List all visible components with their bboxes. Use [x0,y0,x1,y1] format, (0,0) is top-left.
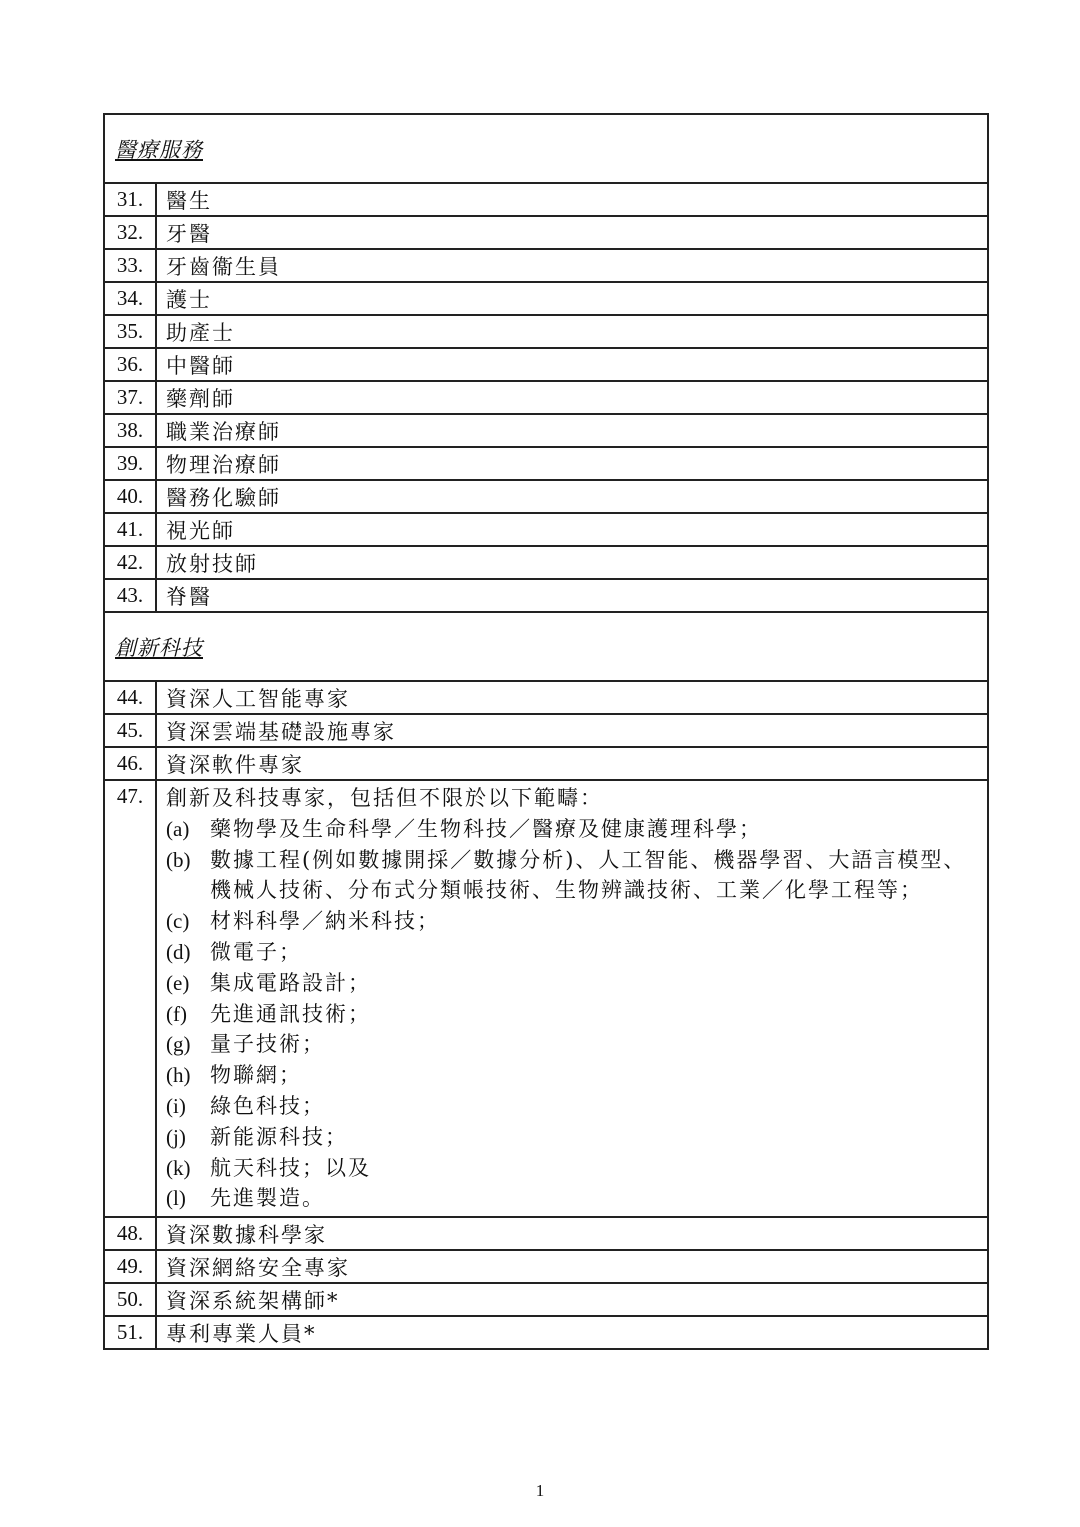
row-number: 37. [104,381,156,414]
row-number: 32. [104,216,156,249]
row-text: 專利專業人員* [156,1316,988,1349]
row-number: 34. [104,282,156,315]
section-title: 創新科技 [115,635,203,660]
sub-item-label: (b) [166,847,191,872]
row-number: 35. [104,315,156,348]
row-text: 牙醫 [156,216,988,249]
table-row [104,414,988,447]
table-row [104,381,988,414]
table-row [104,1250,988,1283]
row-number: 40. [104,480,156,513]
row-text: 護士 [156,282,988,315]
talent-list-table [103,113,989,1350]
row-text: 放射技師 [156,546,988,579]
row-text-block [156,780,988,1217]
row-text: 資深網絡安全專家 [156,1250,988,1283]
sub-item [166,1183,987,1214]
table-row [104,348,988,381]
row-number: 42. [104,546,156,579]
sub-item [166,1091,987,1122]
row-number: 33. [104,249,156,282]
row-text: 助產士 [156,315,988,348]
table-row [104,447,988,480]
row-text: 牙齒衞生員 [156,249,988,282]
sub-item-text: 量子技術； [210,1032,325,1057]
sub-item [166,1060,987,1091]
sub-item-text: 數據工程(例如數據開採／數據分析)、人工智能、機器學習、大語言模型、機械人技術、分布式分類帳技術、生物辨識技術、工業／化學工程等； [210,847,967,903]
sub-item [166,1122,987,1153]
table-row [104,1217,988,1250]
row-text: 藥劑師 [156,381,988,414]
sub-item-text: 綠色科技； [210,1093,325,1118]
table-row [104,249,988,282]
sub-item-label: (d) [166,939,191,964]
row-text: 職業治療師 [156,414,988,447]
sub-item-text: 材料科學／納米科技； [210,909,440,934]
sub-item-text: 集成電路設計； [210,970,371,995]
sub-item-label: (f) [166,1001,187,1026]
row-number: 43. [104,579,156,612]
sub-item-text: 微電子； [210,939,302,964]
row-number: 46. [104,747,156,780]
row-intro-text: 創新及科技專家，包括但不限於以下範疇： [166,786,603,810]
table-row [104,681,988,714]
sub-item [166,1029,987,1060]
row-text: 物理治療師 [156,447,988,480]
table-row [104,183,988,216]
row-number: 39. [104,447,156,480]
section-title: 醫療服務 [115,137,203,162]
sub-item-text: 航天科技；以及 [210,1155,371,1180]
sub-item-text: 物聯網； [210,1063,302,1088]
sub-item-text: 藥物學及生命科學／生物科技／醫療及健康護理科學； [210,816,762,841]
sub-item-label: (k) [166,1155,191,1180]
row-number: 51. [104,1316,156,1349]
sub-item-label: (l) [166,1186,186,1211]
section-header-innovation [104,612,988,681]
row-text: 脊醫 [156,579,988,612]
row-text: 中醫師 [156,348,988,381]
section-header-medical [104,114,988,183]
sub-item [166,937,987,968]
sub-item-text: 新能源科技； [210,1124,348,1149]
table-row [104,282,988,315]
sub-item [166,999,987,1030]
sub-item-label: (i) [166,1093,186,1118]
row-number: 47. [104,780,156,1217]
row-text: 視光師 [156,513,988,546]
sub-item [166,968,987,999]
sub-item [166,1153,987,1184]
row-number: 50. [104,1283,156,1316]
row-number: 49. [104,1250,156,1283]
sub-item-label: (a) [166,816,190,841]
table-row [104,513,988,546]
sub-item [166,814,987,845]
row-number: 31. [104,183,156,216]
row-text: 資深人工智能專家 [156,681,988,714]
row-text: 醫務化驗師 [156,480,988,513]
table-row [104,714,988,747]
table-row [104,480,988,513]
sub-item-label: (j) [166,1124,186,1149]
table-row [104,315,988,348]
row-text: 資深數據科學家 [156,1217,988,1250]
row-number: 41. [104,513,156,546]
row-number: 44. [104,681,156,714]
row-text: 醫生 [156,183,988,216]
sub-item [166,906,987,937]
sub-item [166,845,987,907]
table-row [104,747,988,780]
row-number: 45. [104,714,156,747]
sub-item-label: (e) [166,970,190,995]
sub-item-label: (h) [166,1063,191,1088]
table-row [104,1316,988,1349]
table-row [104,546,988,579]
row-number: 38. [104,414,156,447]
sub-item-text: 先進製造。 [210,1186,325,1211]
table-row [104,1283,988,1316]
row-text: 資深系統架構師* [156,1283,988,1316]
sub-item-text: 先進通訊技術； [210,1001,371,1026]
sub-item-label: (g) [166,1032,191,1057]
row-text: 資深軟件專家 [156,747,988,780]
table-row [104,579,988,612]
row-text: 資深雲端基礎設施專家 [156,714,988,747]
sub-item-label: (c) [166,909,190,934]
table-row [104,216,988,249]
page-number: 1 [535,1481,545,1500]
row-number: 48. [104,1217,156,1250]
table-row-multiline [104,780,988,1217]
row-number: 36. [104,348,156,381]
